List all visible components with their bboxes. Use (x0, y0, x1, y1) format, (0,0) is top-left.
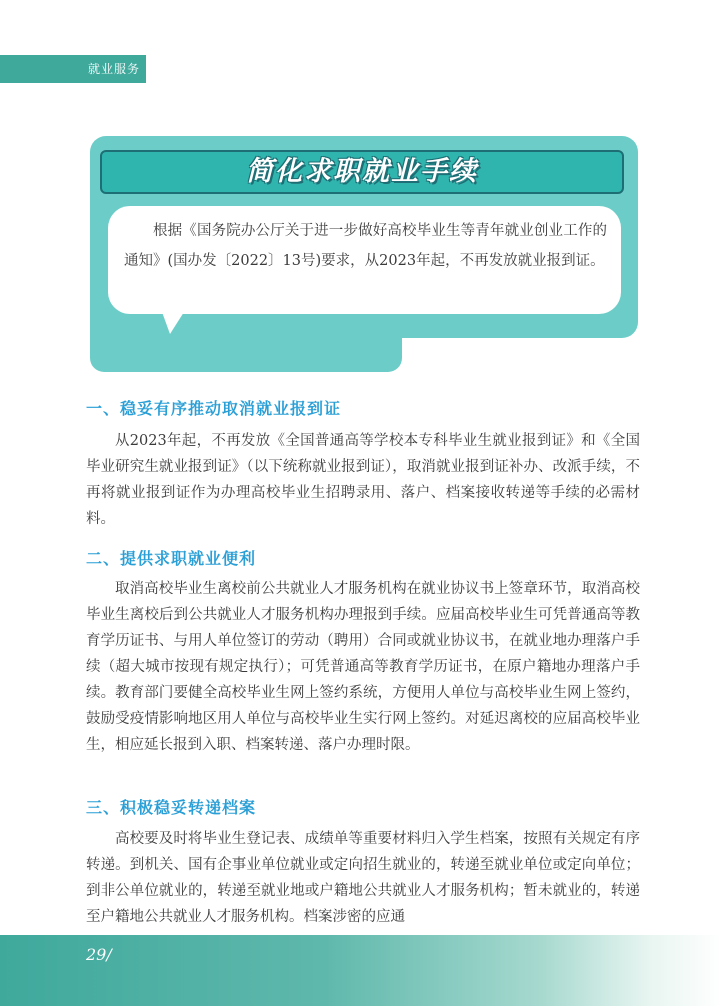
section-heading-1: 一、稳妥有序推动取消就业报到证 (86, 399, 342, 418)
callout-box (90, 136, 638, 372)
section-tab: 就业服务 (0, 55, 146, 83)
page-footer (0, 935, 722, 1006)
callout-body: 根据《国务院办公厅关于进一步做好高校毕业生等青年就业创业工作的通知》(国办发〔2022〕13号)要求，从2023年起，不再发放就业报到证。 (124, 223, 607, 269)
callout-title: 简化求职就业手续 (246, 156, 478, 187)
section-body-1: 从2023年起，不再发放《全国普通高等学校本专科毕业生就业报到证》和《全国毕业研究生就业报到证》（以下统称就业报到证），取消就业报到证补办、改派手续，不再将就业报到证作为办理高校毕业生招聘录用、落户、档案接收转递等手续的必需材料。 (86, 433, 640, 527)
section-body-3: 高校要及时将毕业生登记表、成绩单等重要材料归入学生档案，按照有关规定有序转递。到机关、国有企事业单位就业或定向招生就业的，转递至就业单位或定向单位；到非公单位就业的，转递至就业地或户籍地公共就业人才服务机构；暂未就业的，转递至户籍地公共就业人才服务机构。档案涉密的应通 (86, 831, 640, 925)
section-heading-2: 二、提供求职就业便利 (86, 549, 257, 568)
speech-bubble-tail (162, 312, 184, 334)
speech-bubble (108, 206, 621, 314)
section-heading-3: 三、积极稳妥转递档案 (86, 798, 257, 817)
page-number: 29/ (86, 945, 112, 964)
section-body-2: 取消高校毕业生离校前公共就业人才服务机构在就业协议书上签章环节，取消高校毕业生离校后到公共就业人才服务机构办理报到手续。应届高校毕业生可凭普通高等教育学历证书、与用人单位签订的劳动（聘用）合同或就业协议书，在就业地办理落户手续（超大城市按现有规定执行）；可凭普通高等教育学历证书，在原户籍地办理落户手续。教育部门要健全高校毕业生网上签约系统，方便用人单位与高校毕业生网上签约，鼓励受疫情影响地区用人单位与高校毕业生实行网上签约。对延迟离校的应届高校毕业生，相应延长报到入职、档案转递、落户办理时限。 (86, 581, 640, 753)
callout-title-band (100, 150, 624, 194)
